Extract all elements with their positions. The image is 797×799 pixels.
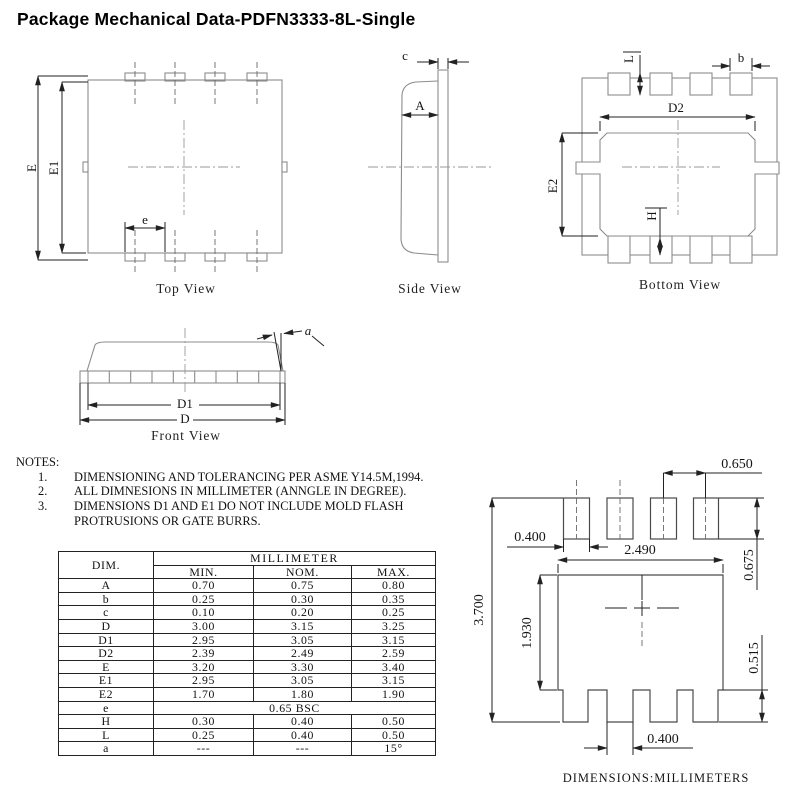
min-cell: 3.20 — [154, 660, 254, 674]
exposed-pad — [576, 133, 779, 236]
dim-label-center-height: 1.930 — [520, 617, 535, 649]
table-row — [59, 592, 436, 606]
min-cell: 0.25 — [154, 592, 254, 606]
dim-header-cell: DIM. — [59, 552, 154, 579]
span-cell: 0.65 BSC — [154, 701, 436, 715]
nom-cell: 0.20 — [254, 606, 352, 620]
dim-lines-center-height — [540, 575, 557, 690]
table-row — [59, 728, 436, 742]
dim-cell: E — [59, 660, 154, 674]
dim-label-pad-span: 2.490 — [624, 543, 656, 558]
notes-list — [16, 470, 450, 529]
note-number: 1. — [38, 469, 48, 484]
note-number: 2. — [38, 484, 48, 499]
pin-centerlines — [135, 62, 257, 275]
min-cell: 1.70 — [154, 687, 254, 701]
side-view-lead — [438, 70, 448, 262]
side-view-caption: Side View — [398, 281, 462, 296]
front-view-drawing — [50, 318, 340, 448]
page-title: Package Mechanical Data-PDFN3333-8L-Single — [17, 9, 416, 29]
dim-lines-c — [417, 58, 469, 69]
dim-label-b: b — [737, 50, 745, 65]
notes-heading: NOTES: — [16, 455, 60, 469]
table-row — [59, 579, 436, 593]
dim-label-tab-height: 0.515 — [747, 642, 762, 674]
nom-cell: 0.40 — [254, 728, 352, 742]
dim-label-H: H — [644, 211, 659, 221]
table-row — [59, 715, 436, 729]
land-pad-centerlines — [577, 480, 706, 539]
max-cell: 3.40 — [352, 660, 436, 674]
dim-label-e: e — [142, 212, 148, 227]
dim-label-overall-height: 3.700 — [472, 594, 487, 626]
nom-cell: 0.40 — [254, 715, 352, 729]
dim-label-top-pad-height: 0.675 — [742, 549, 757, 581]
nom-cell: 3.05 — [254, 674, 352, 688]
dim-cell: E1 — [59, 674, 154, 688]
max-cell: 0.50 — [352, 715, 436, 729]
nom-cell: 3.15 — [254, 619, 352, 633]
land-center-mark — [605, 575, 679, 647]
nom-cell: 0.75 — [254, 579, 352, 593]
side-view-drawing — [360, 45, 500, 300]
table-row — [59, 647, 436, 661]
bottom-view-drawing — [545, 45, 797, 300]
table-row — [59, 606, 436, 620]
dim-label-D1: D1 — [177, 396, 193, 411]
nom-header-cell: NOM. — [254, 565, 352, 579]
dim-cell: D1 — [59, 633, 154, 647]
table-row — [59, 701, 436, 715]
top-view-body — [88, 80, 282, 253]
dim-lines-E2 — [562, 133, 598, 236]
max-cell: 0.25 — [352, 606, 436, 620]
dim-label-pad-width: 0.400 — [514, 530, 546, 545]
max-cell: 0.50 — [352, 728, 436, 742]
note-number: 3. — [38, 499, 48, 514]
dim-cell: H — [59, 715, 154, 729]
nom-cell: --- — [254, 742, 352, 756]
table-row — [59, 633, 436, 647]
top-view-drawing — [20, 50, 330, 300]
min-cell: 0.70 — [154, 579, 254, 593]
min-cell: --- — [154, 742, 254, 756]
land-center-pad — [558, 575, 723, 722]
max-cell: 3.15 — [352, 674, 436, 688]
min-cell: 3.00 — [154, 619, 254, 633]
dim-label-D2: D2 — [668, 100, 684, 115]
dim-lines-D2 — [600, 117, 755, 131]
dim-label-D: D — [180, 411, 190, 426]
table-row — [59, 660, 436, 674]
note-item — [16, 499, 450, 528]
table-row — [59, 742, 436, 756]
dim-cell: a — [59, 742, 154, 756]
note-text: DIMENSIONS D1 AND E1 DO NOT INCLUDE MOLD FLASH PROTRUSIONS OR GATE BURRS. — [74, 499, 404, 528]
dim-label-c: c — [402, 48, 408, 63]
dim-cell: D — [59, 619, 154, 633]
max-header-cell: MAX. — [352, 565, 436, 579]
dim-label-E1: E1 — [46, 160, 61, 176]
dim-cell: E2 — [59, 687, 154, 701]
bottom-view-caption: Bottom View — [639, 277, 721, 292]
min-cell: 0.25 — [154, 728, 254, 742]
note-item — [16, 470, 450, 485]
dim-table-body — [59, 579, 436, 756]
unit-header-cell: MILLIMETER — [154, 552, 436, 566]
dim-lines-a — [257, 331, 324, 371]
land-pattern-footer: DIMENSIONS:MILLIMETERS — [562, 771, 750, 785]
dim-lines-pad-span — [558, 560, 723, 573]
nom-cell: 3.30 — [254, 660, 352, 674]
min-cell: 0.30 — [154, 715, 254, 729]
dim-label-L: L — [621, 55, 636, 63]
dim-cell: D2 — [59, 647, 154, 661]
dim-cell: b — [59, 592, 154, 606]
table-row — [59, 674, 436, 688]
dim-label-bottom-pad-width: 0.400 — [647, 732, 679, 747]
max-cell: 0.80 — [352, 579, 436, 593]
min-cell: 2.95 — [154, 674, 254, 688]
max-cell: 0.35 — [352, 592, 436, 606]
table-row — [59, 619, 436, 633]
dim-cell: L — [59, 728, 154, 742]
min-cell: 2.39 — [154, 647, 254, 661]
top-view-caption: Top View — [156, 281, 216, 296]
min-cell: 0.10 — [154, 606, 254, 620]
land-top-pads — [564, 498, 719, 539]
nom-cell: 0.30 — [254, 592, 352, 606]
nom-cell: 3.05 — [254, 633, 352, 647]
dim-label-pitch: 0.650 — [721, 457, 753, 472]
min-cell: 2.95 — [154, 633, 254, 647]
front-view-leadframe — [80, 371, 285, 383]
nom-cell: 2.49 — [254, 647, 352, 661]
dim-cell: c — [59, 606, 154, 620]
leadframe-dividers — [88, 371, 280, 383]
table-header-row — [59, 552, 436, 566]
front-view-caption: Front View — [151, 428, 221, 443]
min-header-cell: MIN. — [154, 565, 254, 579]
dim-label-E: E — [24, 164, 39, 172]
nom-cell: 1.80 — [254, 687, 352, 701]
dim-cell: e — [59, 701, 154, 715]
dim-lines-pitch — [664, 473, 763, 498]
max-cell: 2.59 — [352, 647, 436, 661]
note-item — [16, 484, 450, 499]
note-text: ALL DIMNESIONS IN MILLIMETER (ANNGLE IN DEGREE). — [74, 484, 407, 499]
center-crosshair — [128, 120, 240, 215]
dim-label-E2: E2 — [545, 178, 560, 194]
note-text: DIMENSIONING AND TOLERANCING PER ASME Y14.5M,1994. — [74, 469, 424, 484]
notes-section — [16, 455, 450, 529]
dimension-table — [58, 551, 436, 756]
dim-cell: A — [59, 579, 154, 593]
table-row — [59, 687, 436, 701]
max-cell: 1.90 — [352, 687, 436, 701]
max-cell: 15° — [352, 742, 436, 756]
dim-label-a: a — [304, 323, 312, 338]
max-cell: 3.25 — [352, 619, 436, 633]
land-pattern-drawing — [460, 440, 797, 795]
dim-label-A: A — [415, 98, 425, 113]
max-cell: 3.15 — [352, 633, 436, 647]
